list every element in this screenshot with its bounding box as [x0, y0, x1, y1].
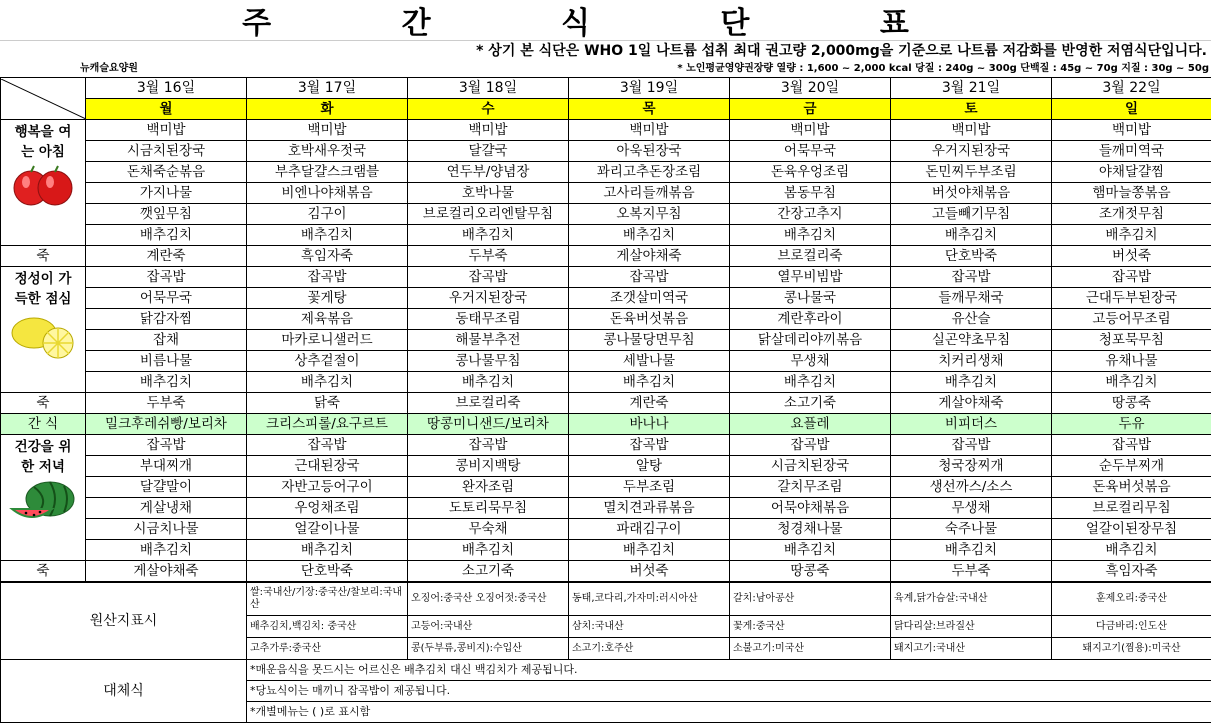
porridge-item: 계란죽	[86, 246, 247, 267]
porridge-item: 소고기죽	[408, 561, 569, 582]
snack-item: 두유	[1052, 414, 1211, 435]
breakfast-menu-item: 브로컬리오리엔탈무침	[408, 204, 569, 225]
dinner-menu-item: 배추김치	[730, 540, 891, 561]
breakfast-menu-item: 백미밥	[86, 120, 247, 141]
porridge-item: 닭죽	[247, 393, 408, 414]
lemon-icon	[8, 311, 78, 361]
porridge-item: 게살야채죽	[891, 393, 1052, 414]
lunch-menu-item: 배추김치	[891, 372, 1052, 393]
dinner-menu-item: 근대된장국	[247, 456, 408, 477]
dinner-menu-item: 배추김치	[891, 540, 1052, 561]
breakfast-menu-item: 달걀국	[408, 141, 569, 162]
dinner-menu-item: 우엉채조림	[247, 498, 408, 519]
dinner-menu-item: 잡곡밥	[408, 435, 569, 456]
lunch-menu-item: 실곤약초무침	[891, 330, 1052, 351]
dinner-menu-item: 생선까스/소스	[891, 477, 1052, 498]
dinner-menu-item: 배추김치	[247, 540, 408, 561]
breakfast-menu-item: 꽈리고추돈장조림	[569, 162, 730, 183]
origin-cell: 닭다리살:브라질산	[891, 616, 1052, 638]
lunch-menu-item: 배추김치	[569, 372, 730, 393]
dinner-label-text: 건강을 위한 저녁	[1, 435, 85, 477]
lunch-menu-item: 청포묵무침	[1052, 330, 1211, 351]
dinner-menu-item: 달걀말이	[86, 477, 247, 498]
snack-item: 밀크후레쉬빵/보리차	[86, 414, 247, 435]
dinner-menu-item: 배추김치	[86, 540, 247, 561]
weekday-cell: 금	[730, 99, 891, 120]
date-cell: 3월 16일	[86, 78, 247, 99]
breakfast-menu-item: 조개젓무침	[1052, 204, 1211, 225]
lunch-menu-item: 마카로니샐러드	[247, 330, 408, 351]
lunch-menu-item: 고등어무조림	[1052, 309, 1211, 330]
dinner-menu-item: 알탕	[569, 456, 730, 477]
breakfast-menu-item: 돈채죽순볶음	[86, 162, 247, 183]
lunch-menu-item: 배추김치	[408, 372, 569, 393]
nutrition-guide: * 노인평균영양권장량 열량 : 1,600 ~ 2,000 kcal 당질 : 240g ~ 300g 단백질 : 45g ~ 70g 지질 : 30g ~ 50g	[677, 61, 1209, 77]
porridge-item: 게살야채죽	[569, 246, 730, 267]
breakfast-menu-item: 배추김치	[730, 225, 891, 246]
dinner-menu-item: 콩비지백탕	[408, 456, 569, 477]
lunch-menu-item: 잡채	[86, 330, 247, 351]
breakfast-menu-item: 호박새우젓국	[247, 141, 408, 162]
porridge-item: 땅콩죽	[1052, 393, 1211, 414]
porridge-item: 브로컬리죽	[408, 393, 569, 414]
lunch-menu-item: 닭살데리야끼볶음	[730, 330, 891, 351]
breakfast-menu-item: 돈민찌두부조림	[891, 162, 1052, 183]
lunch-menu-item: 잡곡밥	[408, 267, 569, 288]
weekday-cell: 수	[408, 99, 569, 120]
lunch-menu-item: 배추김치	[1052, 372, 1211, 393]
breakfast-menu-item: 배추김치	[408, 225, 569, 246]
porridge-item: 버섯죽	[1052, 246, 1211, 267]
lunch-menu-item: 해물부추전	[408, 330, 569, 351]
porridge-item: 단호박죽	[891, 246, 1052, 267]
snack-item: 비피더스	[891, 414, 1052, 435]
breakfast-menu-item: 부추달걀스크램블	[247, 162, 408, 183]
lunch-menu-item: 비름나물	[86, 351, 247, 372]
dinner-menu-item: 배추김치	[569, 540, 730, 561]
breakfast-menu-item: 배추김치	[569, 225, 730, 246]
lunch-menu-item: 돈육버섯볶음	[569, 309, 730, 330]
lunch-label	[1, 267, 86, 393]
dinner-menu-item: 잡곡밥	[891, 435, 1052, 456]
subheader	[0, 61, 1211, 77]
dinner-menu-item: 배추김치	[1052, 540, 1211, 561]
date-cell: 3월 20일	[730, 78, 891, 99]
origin-cell: 훈제오리:중국산	[1052, 583, 1211, 616]
dinner-menu-item: 완자조림	[408, 477, 569, 498]
porridge-label: 죽	[1, 246, 86, 267]
lunch-menu-item: 유산슬	[891, 309, 1052, 330]
breakfast-menu-item: 돈육우엉조림	[730, 162, 891, 183]
breakfast-label	[1, 120, 86, 246]
lunch-menu-item: 동태무조림	[408, 309, 569, 330]
lunch-menu-item: 잡곡밥	[1052, 267, 1211, 288]
dinner-menu-item: 돈육버섯볶음	[1052, 477, 1211, 498]
lunch-menu-item: 계란후라이	[730, 309, 891, 330]
breakfast-menu-item: 백미밥	[408, 120, 569, 141]
lunch-menu-item: 우거지된장국	[408, 288, 569, 309]
lunch-menu-item: 열무비빔밥	[730, 267, 891, 288]
lunch-menu-item: 근대두부된장국	[1052, 288, 1211, 309]
dinner-menu-item: 잡곡밥	[730, 435, 891, 456]
date-cell: 3월 19일	[569, 78, 730, 99]
breakfast-menu-item: 배추김치	[86, 225, 247, 246]
porridge-item: 브로컬리죽	[730, 246, 891, 267]
origin-cell: 소고기:호주산	[569, 638, 730, 660]
weekday-cell: 일	[1052, 99, 1211, 120]
breakfast-menu-item: 야채달걀찜	[1052, 162, 1211, 183]
dinner-menu-item: 두부조림	[569, 477, 730, 498]
porridge-item: 소고기죽	[730, 393, 891, 414]
dinner-menu-item: 무숙채	[408, 519, 569, 540]
lunch-menu-item: 배추김치	[86, 372, 247, 393]
origin-cell: 돼지고기(찜용):미국산	[1052, 638, 1211, 660]
lunch-menu-item: 어묵무국	[86, 288, 247, 309]
weekday-cell: 월	[86, 99, 247, 120]
lunch-menu-item: 콩나물무침	[408, 351, 569, 372]
porridge-item: 두부죽	[891, 561, 1052, 582]
dinner-menu-item: 자반고등어구이	[247, 477, 408, 498]
lunch-menu-item: 조갯살미역국	[569, 288, 730, 309]
porridge-item: 게살야채죽	[86, 561, 247, 582]
breakfast-menu-item: 김구이	[247, 204, 408, 225]
breakfast-menu-item: 시금치된장국	[86, 141, 247, 162]
origin-cell: 돼지고기:국내산	[891, 638, 1052, 660]
watermelon-icon	[8, 479, 78, 525]
breakfast-menu-item: 백미밥	[891, 120, 1052, 141]
breakfast-menu-item: 백미밥	[247, 120, 408, 141]
breakfast-menu-item: 간장고추지	[730, 204, 891, 225]
breakfast-menu-item: 배추김치	[247, 225, 408, 246]
corner-diagonal	[1, 78, 86, 120]
origin-cell: 고추가루:중국산	[247, 638, 408, 660]
dinner-menu-item: 부대찌개	[86, 456, 247, 477]
breakfast-menu-item: 백미밥	[569, 120, 730, 141]
date-cell: 3월 21일	[891, 78, 1052, 99]
lunch-label-text: 정성이 가득한 점심	[1, 267, 85, 309]
breakfast-menu-item: 배추김치	[891, 225, 1052, 246]
dinner-menu-item: 게살냉채	[86, 498, 247, 519]
dinner-menu-item: 순두부찌개	[1052, 456, 1211, 477]
date-cell: 3월 22일	[1052, 78, 1211, 99]
breakfast-menu-item: 어묵무국	[730, 141, 891, 162]
substitute-note: *개별메뉴는 ( )로 표시함	[247, 702, 1211, 723]
lunch-menu-item: 치커리생채	[891, 351, 1052, 372]
weekday-cell: 화	[247, 99, 408, 120]
weekday-cell: 토	[891, 99, 1052, 120]
dinner-menu-item: 시금치된장국	[730, 456, 891, 477]
dinner-menu-item: 어묵야채볶음	[730, 498, 891, 519]
substitute-label: 대체식	[1, 660, 247, 723]
dinner-menu-item: 잡곡밥	[86, 435, 247, 456]
breakfast-menu-item: 배추김치	[1052, 225, 1211, 246]
breakfast-menu-item: 백미밥	[1052, 120, 1211, 141]
dinner-menu-item: 멸치견과류볶음	[569, 498, 730, 519]
lunch-menu-item: 잡곡밥	[247, 267, 408, 288]
dinner-menu-item: 도토리묵무침	[408, 498, 569, 519]
breakfast-menu-item: 햄마늘쫑볶음	[1052, 183, 1211, 204]
page-title: 주 간 식 단 표	[0, 0, 1211, 40]
origin-cell: 소불고기:미국산	[730, 638, 891, 660]
lunch-menu-item: 세발나물	[569, 351, 730, 372]
origin-table	[0, 582, 1211, 723]
porridge-label: 죽	[1, 561, 86, 582]
origin-label: 원산지표시	[1, 583, 247, 660]
origin-cell: 다금바리:인도산	[1052, 616, 1211, 638]
dinner-menu-item: 얼갈이나물	[247, 519, 408, 540]
breakfast-menu-item: 고사리들깨볶음	[569, 183, 730, 204]
porridge-item: 두부죽	[408, 246, 569, 267]
porridge-label: 죽	[1, 393, 86, 414]
origin-cell: 고등어:국내산	[408, 616, 569, 638]
porridge-item: 땅콩죽	[730, 561, 891, 582]
snack-item: 바나나	[569, 414, 730, 435]
porridge-item: 두부죽	[86, 393, 247, 414]
dinner-menu-item: 숙주나물	[891, 519, 1052, 540]
weekday-cell: 목	[569, 99, 730, 120]
snack-item: 요플레	[730, 414, 891, 435]
lunch-menu-item: 콩나물국	[730, 288, 891, 309]
dinner-menu-item: 잡곡밥	[569, 435, 730, 456]
origin-cell: 갈치:남아공산	[730, 583, 891, 616]
lunch-menu-item: 콩나물당면무침	[569, 330, 730, 351]
breakfast-menu-item: 비엔나야채볶음	[247, 183, 408, 204]
lunch-menu-item: 잡곡밥	[569, 267, 730, 288]
dinner-menu-item: 청경채나물	[730, 519, 891, 540]
dinner-menu-item: 브로컬리무침	[1052, 498, 1211, 519]
dinner-menu-item: 배추김치	[408, 540, 569, 561]
origin-cell: 육계,닭가슴살:국내산	[891, 583, 1052, 616]
porridge-item: 흑임자죽	[1052, 561, 1211, 582]
breakfast-menu-item: 호박나물	[408, 183, 569, 204]
lunch-menu-item: 닭감자찜	[86, 309, 247, 330]
origin-cell: 삼치:국내산	[569, 616, 730, 638]
porridge-item: 버섯죽	[569, 561, 730, 582]
lunch-menu-item: 꽃게탕	[247, 288, 408, 309]
breakfast-menu-item: 들깨미역국	[1052, 141, 1211, 162]
breakfast-menu-item: 가지나물	[86, 183, 247, 204]
snack-item: 땅콩미니샌드/보리차	[408, 414, 569, 435]
breakfast-menu-item: 연두부/양념장	[408, 162, 569, 183]
snack-item: 크리스피롤/요구르트	[247, 414, 408, 435]
lunch-menu-item: 잡곡밥	[891, 267, 1052, 288]
origin-cell: 오징어:중국산 오징어젓:중국산	[408, 583, 569, 616]
lunch-menu-item: 제육볶음	[247, 309, 408, 330]
snack-label: 간 식	[1, 414, 86, 435]
dinner-menu-item: 무생채	[891, 498, 1052, 519]
porridge-item: 흑임자죽	[247, 246, 408, 267]
breakfast-menu-item: 깻잎무침	[86, 204, 247, 225]
lunch-menu-item: 배추김치	[730, 372, 891, 393]
dinner-menu-item: 청국장찌개	[891, 456, 1052, 477]
breakfast-label-text: 행복을 여는 아침	[1, 120, 85, 162]
origin-cell: 동태,코다리,가자미:러시아산	[569, 583, 730, 616]
origin-cell: 쌀:국내산/기장:중국산/찰보리:국내산	[247, 583, 408, 616]
dinner-menu-item: 잡곡밥	[247, 435, 408, 456]
breakfast-menu-item: 버섯야채볶음	[891, 183, 1052, 204]
breakfast-menu-item: 아욱된장국	[569, 141, 730, 162]
dinner-menu-item: 갈치무조림	[730, 477, 891, 498]
lunch-menu-item: 들깨무채국	[891, 288, 1052, 309]
breakfast-menu-item: 우거지된장국	[891, 141, 1052, 162]
breakfast-menu-item: 고들빼기무침	[891, 204, 1052, 225]
facility-name: 뉴캐슬요양원	[80, 61, 138, 77]
date-cell: 3월 18일	[408, 78, 569, 99]
substitute-note: *당뇨식이는 매끼니 잡곡밥이 제공됩니다.	[247, 681, 1211, 702]
lunch-menu-item: 배추김치	[247, 372, 408, 393]
dinner-menu-item: 파래김구이	[569, 519, 730, 540]
porridge-item: 단호박죽	[247, 561, 408, 582]
lunch-menu-item: 잡곡밥	[86, 267, 247, 288]
dinner-menu-item: 얼갈이된장무침	[1052, 519, 1211, 540]
substitute-note: *매운음식을 못드시는 어르신은 배추김치 대신 백김치가 제공됩니다.	[247, 660, 1211, 681]
dinner-menu-item: 시금치나물	[86, 519, 247, 540]
origin-cell: 꽃게:중국산	[730, 616, 891, 638]
sodium-notice: * 상기 본 식단은 WHO 1일 나트륨 섭취 최대 권고량 2,000mg을 기준으로 나트륨 저감화를 반영한 저염식단입니다.	[0, 40, 1211, 61]
breakfast-menu-item: 백미밥	[730, 120, 891, 141]
porridge-item: 계란죽	[569, 393, 730, 414]
date-cell: 3월 17일	[247, 78, 408, 99]
lunch-menu-item: 유채나물	[1052, 351, 1211, 372]
menu-table	[0, 77, 1211, 582]
apple-icon	[8, 164, 78, 208]
origin-cell: 배추김치,백김치: 중국산	[247, 616, 408, 638]
dinner-menu-item: 잡곡밥	[1052, 435, 1211, 456]
origin-cell: 콩(두부류,콩비지):수입산	[408, 638, 569, 660]
lunch-menu-item: 무생채	[730, 351, 891, 372]
breakfast-menu-item: 봄동무침	[730, 183, 891, 204]
breakfast-menu-item: 오복지무침	[569, 204, 730, 225]
dinner-label	[1, 435, 86, 561]
lunch-menu-item: 상추겉절이	[247, 351, 408, 372]
